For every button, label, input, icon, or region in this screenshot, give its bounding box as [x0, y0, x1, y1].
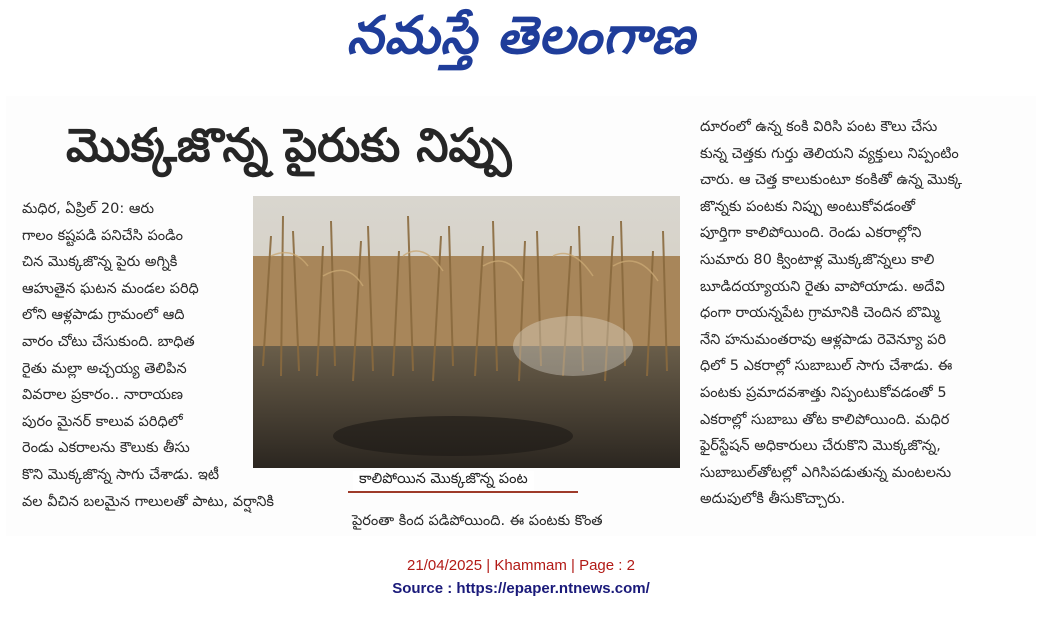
- text-line: వారం చోటు చేసుకుంది. బాధిత: [22, 333, 195, 350]
- text-line: చారు. ఆ చెత్త కాలుకుంటూ కంకితో ఉన్న మొక్క: [700, 172, 963, 189]
- left-column: [22, 196, 274, 515]
- text-line: అదుపులోకి తీసుకొచ్చారు.: [700, 491, 846, 508]
- edition-date-line: 21/04/2025 | Khammam | Page : 2: [407, 557, 635, 574]
- text-line: రెండు ఎకరాలను కౌలుకు తీసు: [22, 440, 190, 457]
- text-line: పూర్తిగా కాలిపోయింది. రెండు ఎకరాల్లోని: [700, 225, 922, 242]
- text-line: ధిలో 5 ఎకరాల్లో సుబాబుల్ సాగు చేశాడు. ఈ: [700, 358, 953, 375]
- text-line: నేని హనుమంతరావు ఆళ్లపాడు రెవెన్యూ పరి: [700, 331, 947, 348]
- photo-caption: కాలిపోయిన మొక్కజొన్న పంట: [353, 471, 534, 491]
- text-line: సుబాబుల్‌తోటల్లో ఎగిసిపడుతున్న మంటలను: [700, 464, 952, 481]
- caption-underline: [348, 491, 578, 493]
- text-line: జొన్నకు పంటకు నిప్పు అంటుకోవడంతో: [700, 198, 916, 215]
- text-line: వల వీచిన బలమైన గాలులతో పాటు, వర్షానికి: [22, 493, 274, 510]
- text-line: ఎకరాల్లో సుబాబు తోట కాలిపోయింది. మధిర: [700, 411, 950, 428]
- text-line: పంటకు ప్రమాదవశాత్తు నిప్పంటుకోవడంతో 5: [700, 384, 947, 401]
- article-headline: మొక్కజొన్న పైరుకు నిప్పు: [66, 118, 512, 172]
- masthead-title: నమస్తే తెలంగాణ: [346, 6, 696, 66]
- text-line: పురం మైనర్ కాలువ పరిధిలో: [22, 413, 183, 430]
- news-article: [6, 96, 1036, 536]
- text-line: లోని ఆళ్లపాడు గ్రామంలో ఆది: [22, 307, 185, 324]
- text-line: ఫైర్‌స్టేషన్ అధికారులు చేరుకొని మొక్కజొన్న,: [700, 438, 941, 455]
- text-line: గాలం కష్టపడి పనిచేసి పండిం: [22, 227, 183, 244]
- text-line: బూడిదయ్యాయని రైతు వాపోయాడు. అదేవి: [700, 278, 945, 295]
- text-line: చిన మొక్కజొన్న పైరు అగ్నికి: [22, 254, 178, 271]
- text-line: కొని మొక్కజొన్న సాగు చేశాడు. ఇటీ: [22, 466, 220, 483]
- source-link[interactable]: Source : https://epaper.ntnews.com/: [392, 580, 650, 597]
- text-line: ధంగా రాయన్నపేట గ్రామానికి చెందిన బొమ్మి: [700, 305, 940, 322]
- text-line: మధిర, ఏప్రిల్ 20: ఆరు: [22, 201, 155, 217]
- text-line: కున్న చెత్తకు గుర్తు తెలియని వ్యక్తులు నిప్పంటిం: [700, 145, 959, 162]
- burnt-crop-photo: [253, 196, 680, 468]
- right-column: [700, 114, 1012, 513]
- photo-caption-area: [253, 468, 680, 494]
- under-photo-text: పైరంతా కింద పడిపోయింది. ఈ పంటకు కొంత: [352, 513, 603, 529]
- text-line: సుమారు 80 క్వింటాళ్ల మొక్కజొన్నలు కాలి: [700, 251, 935, 268]
- text-line: దూరంలో ఉన్న కంకి విరిసి పంట కౌలు చేసు: [700, 119, 938, 135]
- text-line: రైతు మల్లా అచ్చయ్య తెలిపిన: [22, 360, 187, 377]
- text-line: ఆహుతైన ఘటన మండల పరిధి: [22, 280, 199, 297]
- text-line: వివరాల ప్రకారం.. నారాయణ: [22, 387, 184, 404]
